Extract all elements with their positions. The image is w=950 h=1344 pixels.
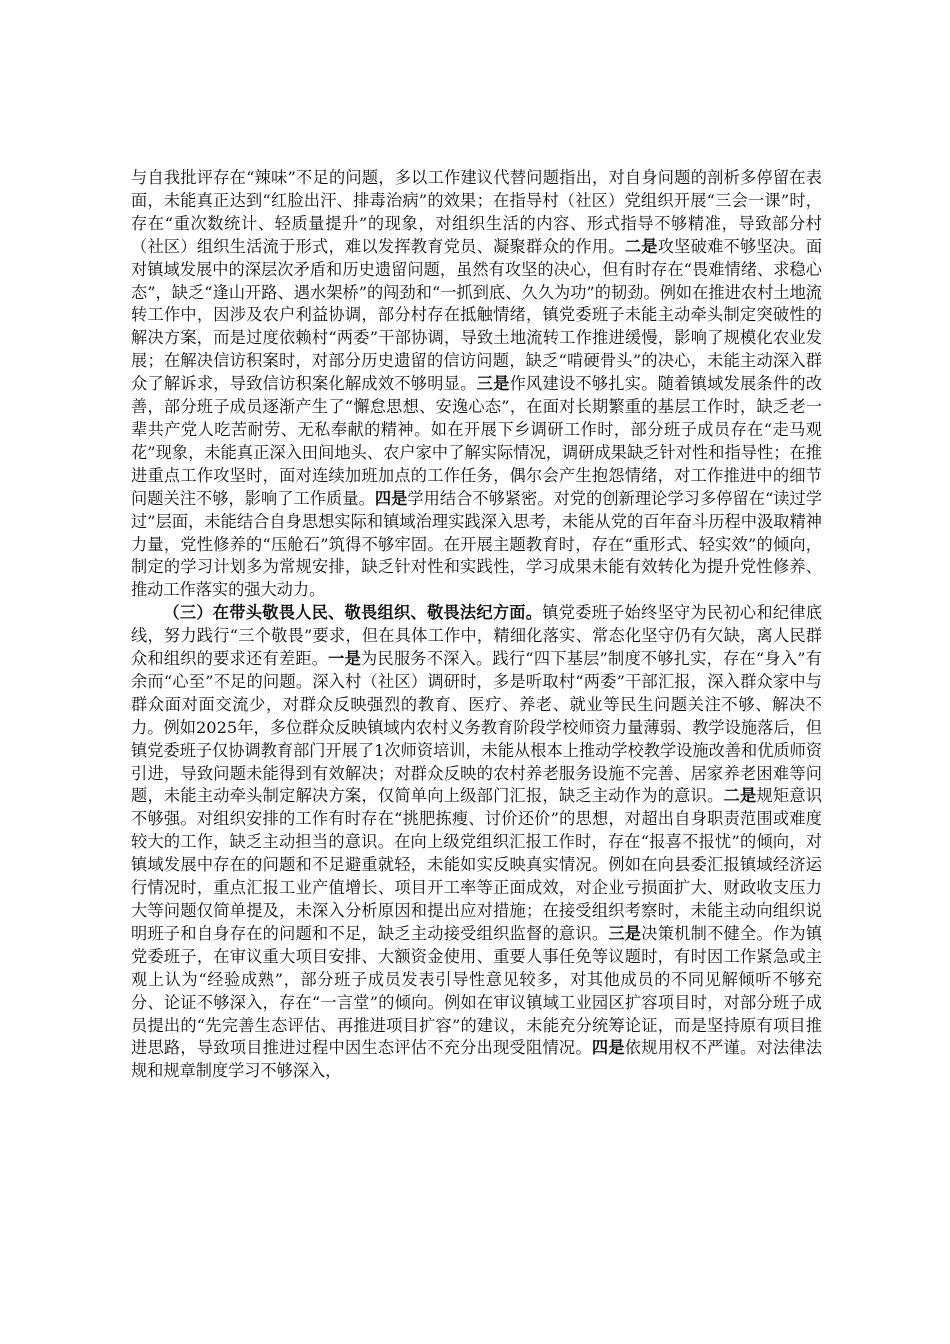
text-run: 为民服务不深入。践行“四下基层”制度不够扎实，存在“身入”有余而“心至”不足的问题。深入村（社区）调研时，多是听取村“两委”干部汇报，深入群众家中与群众面对面交流少，对群众反映强烈的教育、医疗、养老、就业等民生问题关注不够、解决不力。例如2025年，多位群众反映镇域内农村义务教育阶段学校师资力量薄弱、教学设施落后，但镇党委班子仅协调教育部门开展了1次师资培训，未能从根本上推动学校教学设施改善和优质师资引进，导致问题未能得到有效解决；对群众反映的农村养老服务设施不完善、居家养老困难等问题，未能主动牵头制定解决方案，仅简单向上级部门汇报，缺乏主动作为的意识。: [131, 649, 822, 806]
text-run: 决策机制不健全。作为镇党委班子，在审议重大项目安排、大额资金使用、重要人事任免等议题时，有时因工作紧急或主观上认为“经验成熟”，部分班子成员发表引导性意见较多，对其他成员的不同见解倾听不够充分、论证不够深入，存在“一言堂”的倾向。例如在审议镇域工业园区扩容项目时，对部分班子成员提出的“先完善生态评估、再推进项目扩容”的建议，未能充分统筹论证，而是坚持原有项目推进思路，导致项目推进过程中因生态评估不充分出现受阻情况。: [131, 923, 823, 1058]
body-paragraph: [131, 167, 822, 602]
text-run: 作风建设不够扎实。随着镇域发展条件的改善，部分班子成员逐渐产生了“懈怠思想、安逸心态”，在面对长期繁重的基层工作时，缺乏老一辈共产党人吃苦耐劳、无私奉献的精神。如在开展下乡调研工作时，部分班子成员存在“走马观花”现象，未能真正深入田间地头、农户家中了解实际情况，调研成果缺乏针对性和指导性；在推进重点工作攻坚时，面对连续加班加点的工作任务，偶尔会产生抱怨情绪，对工作推进中的细节问题关注不够，影响了工作质量。: [131, 374, 823, 508]
body-paragraph: [131, 602, 822, 1083]
bold-heading-run: 三是: [476, 374, 510, 394]
text-run: 依规用权不严谨。对法律法规和规章制度学习不够深入，: [131, 1038, 823, 1081]
text-run: 与自我批评存在“辣味”不足的问题，多以工作建议代替问题指出，对自身问题的剖析多停留在表面，未能真正达到“红脸出汗、排毒治病”的效果；在指导村（社区）党组织开展“三会一课”时，存在“重次数统计、轻质量提升”的现象，对组织生活的内容、形式指导不够精准，导致部分村（社区）组织生活流于形式，难以发挥教育党员、凝聚群众的作用。: [131, 168, 822, 256]
bold-heading-run: 四是: [374, 488, 408, 508]
bold-heading-run: 二是: [723, 786, 757, 806]
text-run: 学用结合不够紧密。对党的创新理论学习多停留在“读过学过”层面，未能结合自身思想实际和镇域治理实践深入思考，未能从党的百年奋斗历程中汲取精神力量，党性修养的“压舱石”筑得不够牢固。在开展主题教育时，存在“重形式、轻实效”的倾向，制定的学习计划多为常规安排，缺乏针对性和实践性，学习成果未能有效转化为提升党性修养、推动工作落实的强大动力。: [131, 488, 822, 600]
document-body: [131, 167, 822, 1083]
text-run: 镇党委班子始终坚守为民初心和纪律底线，努力践行“三个敬畏”要求，但在具体工作中，精细化落实、常态化坚守仍有欠缺，离人民群众和组织的要求还有差距。: [131, 603, 823, 669]
text-run: 攻坚破难不够坚决。面对镇域发展中的深层次矛盾和历史遗留问题，虽然有攻坚的决心，但有时存在“畏难情绪、求稳心态”，缺乏“逢山开路、遇水架桥”的闯劲和“一抓到底、久久为功”的韧劲。例如在推进农村土地流转工作中，因涉及农户利益协调，部分村存在抵触情绪，镇党委班子未能主动牵头制定突破性的解决方案，而是过度依赖村“两委”干部协调，导致土地流转工作推进缓慢，影响了规模化农业发展；在解决信访积案时，对部分历史遗留的信访问题，缺乏“啃硬骨头”的决心，未能主动深入群众了解诉求，导致信访积案化解成效不够明显。: [131, 236, 823, 394]
bold-heading-run: 二是: [624, 236, 658, 256]
text-run: 规矩意识不够强。对组织安排的工作有时存在“挑肥拣瘦、讨价还价”的思想，对超出自身职责范围或难度较大的工作，缺乏主动担当的意识。在向上级党组织汇报工作时，存在“报喜不报忧”的倾向，对镇域发展中存在的问题和不足避重就轻，未能如实反映真实情况。例如在向县委汇报镇域经济运行情况时，重点汇报工业产值增长、项目开工率等正面成效，对企业亏损面扩大、财政收支压力大等问题仅简单提及，未深入分析原因和提出应对措施；在接受组织考察时，未能主动向组织说明班子和自身存在的问题和不足，缺乏主动接受组织监督的意识。: [131, 786, 823, 943]
document-page: [131, 167, 822, 1083]
bold-heading-run: 三是: [608, 923, 642, 943]
bold-heading-run: 一是: [328, 649, 362, 669]
bold-heading-run: （三）在带头敬畏人民、敬畏组织、敬畏法纪方面。: [163, 603, 543, 623]
bold-heading-run: 四是: [591, 1038, 625, 1058]
